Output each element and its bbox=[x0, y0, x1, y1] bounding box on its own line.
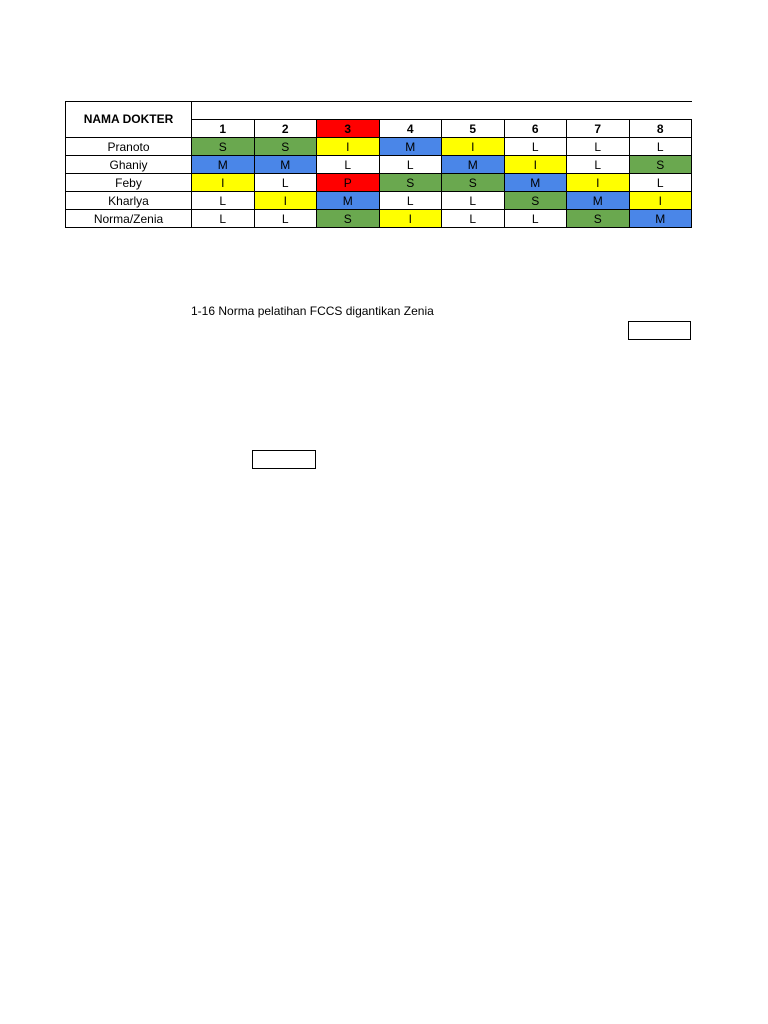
day-header-8: 8 bbox=[629, 120, 692, 138]
table-row bbox=[66, 138, 692, 156]
shift-cell: S bbox=[254, 138, 317, 156]
shift-cell: S bbox=[629, 156, 692, 174]
shift-cell: M bbox=[379, 138, 442, 156]
day-header-1: 1 bbox=[192, 120, 255, 138]
shift-cell: P bbox=[317, 174, 380, 192]
shift-cell: I bbox=[629, 192, 692, 210]
shift-cell: S bbox=[192, 138, 255, 156]
doctor-name: Feby bbox=[66, 174, 192, 192]
day-header-6: 6 bbox=[504, 120, 567, 138]
shift-cell: M bbox=[317, 192, 380, 210]
shift-cell: L bbox=[442, 192, 505, 210]
shift-cell: I bbox=[379, 210, 442, 228]
shift-cell: M bbox=[629, 210, 692, 228]
shift-cell: I bbox=[442, 138, 505, 156]
shift-cell: I bbox=[192, 174, 255, 192]
shift-cell: L bbox=[567, 138, 630, 156]
shift-cell: S bbox=[379, 174, 442, 192]
day-header-3: 3 bbox=[317, 120, 380, 138]
shift-cell: L bbox=[254, 174, 317, 192]
shift-cell: S bbox=[317, 210, 380, 228]
shift-cell: L bbox=[442, 210, 505, 228]
day-header-2: 2 bbox=[254, 120, 317, 138]
name-column-header: NAMA DOKTER bbox=[66, 102, 192, 138]
table-row bbox=[66, 192, 692, 210]
table-row bbox=[66, 210, 692, 228]
empty-cell-box bbox=[628, 321, 691, 340]
table-row bbox=[66, 156, 692, 174]
shift-cell: M bbox=[254, 156, 317, 174]
shift-cell: L bbox=[504, 138, 567, 156]
shift-cell: L bbox=[192, 192, 255, 210]
shift-cell: L bbox=[254, 210, 317, 228]
shift-cell: I bbox=[317, 138, 380, 156]
title-spacer bbox=[192, 102, 692, 120]
shift-cell: L bbox=[379, 156, 442, 174]
shift-cell: L bbox=[192, 210, 255, 228]
doctor-name: Norma/Zenia bbox=[66, 210, 192, 228]
shift-cell: S bbox=[504, 192, 567, 210]
doctor-name: Ghaniy bbox=[66, 156, 192, 174]
shift-cell: L bbox=[379, 192, 442, 210]
shift-cell: L bbox=[317, 156, 380, 174]
doctor-name: Pranoto bbox=[66, 138, 192, 156]
doctor-name: Kharlya bbox=[66, 192, 192, 210]
shift-schedule-table bbox=[65, 101, 692, 228]
day-header-5: 5 bbox=[442, 120, 505, 138]
shift-cell: I bbox=[504, 156, 567, 174]
day-header-7: 7 bbox=[567, 120, 630, 138]
shift-cell: M bbox=[442, 156, 505, 174]
shift-cell: S bbox=[567, 210, 630, 228]
shift-cell: I bbox=[567, 174, 630, 192]
shift-cell: S bbox=[442, 174, 505, 192]
day-header-4: 4 bbox=[379, 120, 442, 138]
shift-cell: M bbox=[504, 174, 567, 192]
empty-cell-box bbox=[252, 450, 316, 469]
shift-cell: M bbox=[567, 192, 630, 210]
schedule-note: 1-16 Norma pelatihan FCCS digantikan Zenia bbox=[191, 304, 434, 318]
shift-cell: L bbox=[629, 174, 692, 192]
table-row bbox=[66, 174, 692, 192]
shift-cell: M bbox=[192, 156, 255, 174]
shift-cell: L bbox=[567, 156, 630, 174]
shift-cell: I bbox=[254, 192, 317, 210]
shift-cell: L bbox=[504, 210, 567, 228]
shift-cell: L bbox=[629, 138, 692, 156]
